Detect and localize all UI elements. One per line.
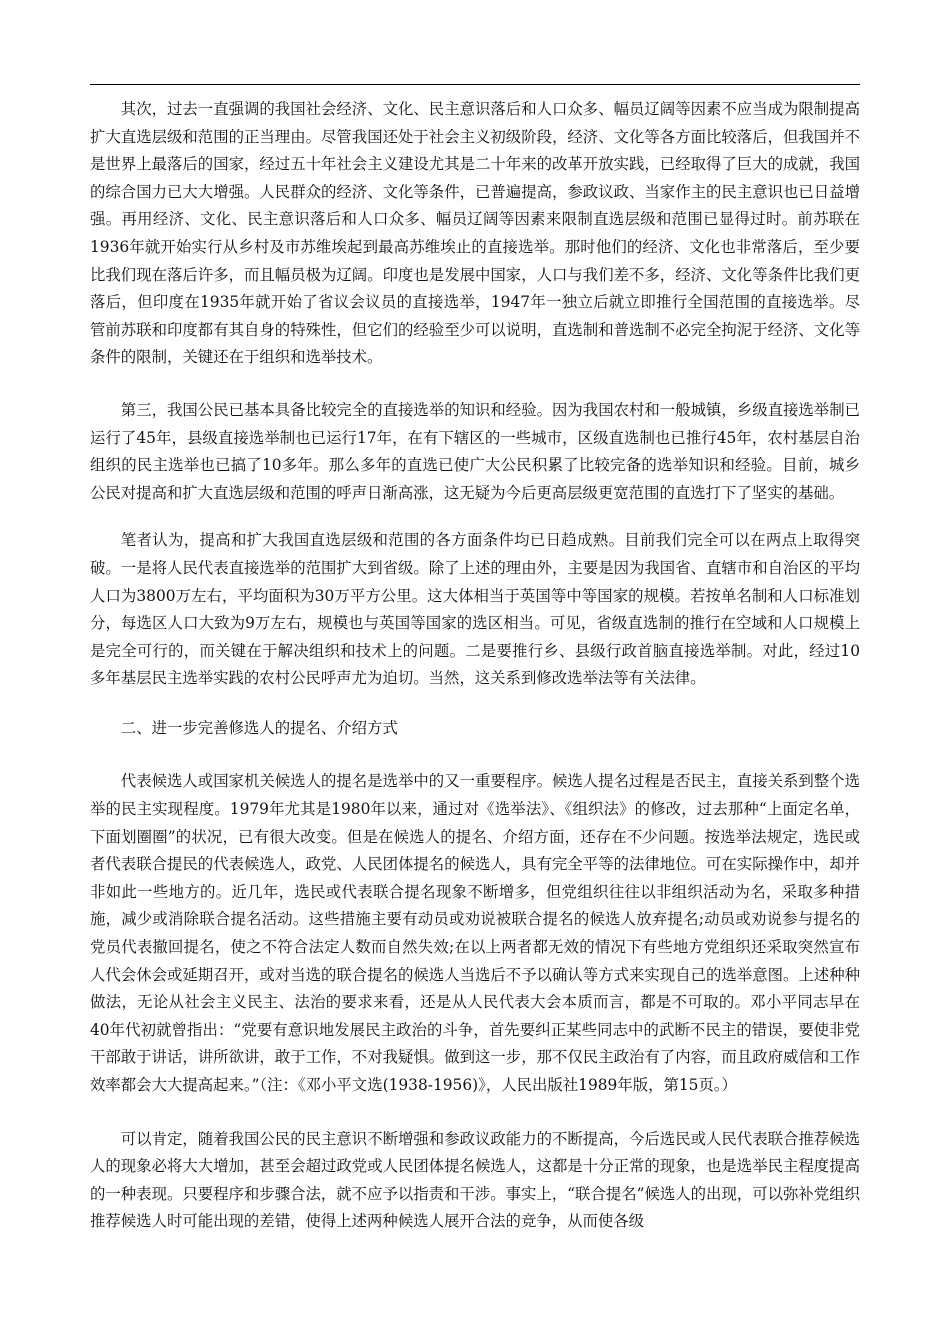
paragraph-second-reason: 其次，过去一直强调的我国社会经济、文化、民主意识落后和人口众多、幅员辽阔等因素不应当成为限制提高扩大直选层级和范围的正当理由。尽管我国还处于社会主义初级阶段，经济、文化等各方面比较落后，但我国并不是世界上最落后的国家，经过五十年社会主义建设尤其是二十年来的改革开放实践，已经取得了巨大的成就，我国的综合国力已大大增强。人民群众的经济、文化等条件，已普遍提高，参政议政、当家作主的民主意识也已日益增强。再用经济、文化、民主意识落后和人口众多、幅员辽阔等因素来限制直选层级和范围已显得过时。前苏联在1936年就开始实行从乡村及市苏维埃起到最高苏维埃止的直接选举。那时他们的经济、文化也非常落后，至少要比我们现在落后许多，而且幅员极为辽阔。印度也是发展中国家，人口与我们差不多，经济、文化等条件比我们更落后，但印度在1935年就开始了省议会议员的直接选举，1947年一独立后就立即推行全国范围的直接选举。尽管前苏联和印度都有其自身的特殊性，但它们的经验至少可以说明，直选制和普选制不必完全拘泥于经济、文化等条件的限制，关键还在于组织和选举技术。 [90, 100, 860, 367]
section-heading: 二、进一步完善修选人的提名、介绍方式 [120, 718, 398, 737]
paragraph-third-reason: 第三，我国公民已基本具备比较完全的直接选举的知识和经验。因为我国农村和一般城镇，乡级直接选举制已运行了45年，县级直接选举制也已运行17年，在有下辖区的一些城市，区级直选制也已推行45年，农村基层自治组织的民主选举也已搞了10多年。那么多年的直选已使广大公民积累了比较完备的选举知识和经验。目前，城乡公民对提高和扩大直选层级和范围的呼声日渐高涨，这无疑为今后更高层级更宽范围的直选打下了坚实的基础。 [90, 400, 860, 502]
paragraph-nomination: 代表候选人或国家机关候选人的提名是选举中的又一重要程序。候选人提名过程是否民主，直接关系到整个选举的民主实现程度。1979年尤其是1980年以来，通过对《选举法》、《组织法》的修改，过去那种“上面定名单，下面划圈圈”的状况，已有很大改变。但是在候选人的提名、介绍方面，还存在不少问题。按选举法规定，选民或者代表联合提民的代表候选人，政党、人民团体提名的候选人，具有完全平等的法律地位。可在实际操作中，却并非如此一些地方的。近几年，选民或代表联合提名现象不断增多，但党组织往往以非组织活动为名，采取多种措施，减少或消除联合提名活动。这些措施主要有动员或劝说被联合提名的候选人放弃提名;动员或劝说参与提名的党员代表撤回提名，使之不符合法定人数而自然失效;在以上两者都无效的情况下有些地方党组织还采取突然宣布人代会休会或延期召开，或对当选的联合提名的候选人当选后不予以确认等方式来实现自己的选举意图。上述种种做法，无论从社会主义民主、法治的要求来看，还是从人民代表大会本质而言，都是不可取的。邓小平同志早在40年代初就曾指出：“党要有意识地发展民主政治的斗争，首先要纠正某些同志中的武断不民主的错误，要使非党干部敢于讲话，讲所欲讲，敢于工作，不对我疑惧。做到这一步，那不仅民主政治有了内容，而且政府威信和工作效率都会大大提高起来。”（注：《邓小平文选(1938-1956)》，人民出版社1989年版，第15页。） [90, 772, 860, 1094]
document-body [90, 96, 860, 1236]
paragraph-author-view: 笔者认为，提高和扩大我国直选层级和范围的各方面条件均已日趋成熟。目前我们完全可以在两点上取得突破。一是将人民代表直接选举的范围扩大到省级。除了上述的理由外，主要是因为我国省、直辖市和自治区的平均人口为3800万左右，平均面积为30万平方公里。这大体相当于英国等中等国家的规模。若按单名制和人口标准划分，每选区人口大致为9万左右，规模也与英国等国家的选区相当。可见，省级直选制的推行在空域和人口规模上是完全可行的，而关键在于解决组织和技术上的问题。二是要推行乡、县级行政首脑直接选举制。对此，经过10多年基层民主选举实践的农村公民呼声尤为迫切。当然，这关系到修改选举法等有关法律。 [90, 531, 860, 688]
header-rule [90, 84, 860, 85]
paragraph-conclusion: 可以肯定，随着我国公民的民主意识不断增强和参政议政能力的不断提高，今后选民或人民代表联合推荐候选人的现象必将大大增加，甚至会超过政党或人民团体提名候选人，这都是十分正常的现象，也是选举民主程度提高的一种表现。只要程序和步骤合法，就不应予以指责和干涉。事实上，“联合提名”候选人的出现，可以弥补党组织推荐候选人时可能出现的差错，使得上述两种候选人展开合法的竞争，从而使各级 [90, 1129, 860, 1231]
